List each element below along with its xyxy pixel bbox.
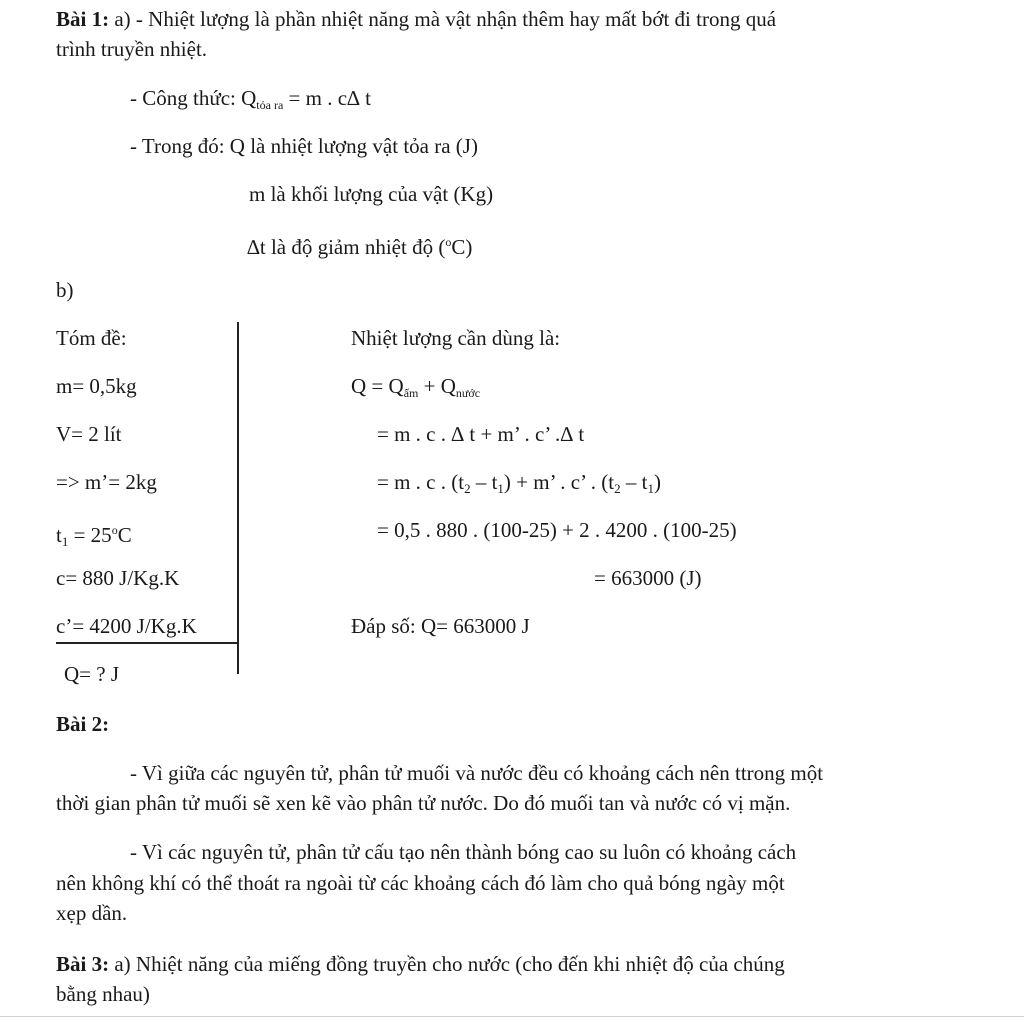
bai3-line2: bằng nhau)	[56, 982, 150, 1006]
solution-heading: Nhiệt lượng cần dùng là:	[351, 326, 561, 350]
bai2-title: Bài 2:	[56, 712, 110, 736]
summary-title: Tóm đề:	[56, 326, 127, 350]
summary-c2: c’= 4200 J/Kg.K	[56, 614, 197, 638]
solution-line-5: = 663000 (J)	[594, 566, 702, 590]
solution-line-1: $Q = Q_{ấm} + Q_{nước}$	[351, 374, 481, 400]
solution-answer: Đáp số: Q= 663000 J	[351, 614, 530, 638]
bai3-line1: Bài 3: a) Nhiệt năng của miếng đồng truyền cho nước (cho đến khi nhiệt độ của chúng	[56, 952, 785, 976]
delta-symbol: ∆	[247, 235, 260, 259]
bai2-p1-line2: thời gian phân tử muối sẽ xen kẽ vào phân tử nước. Do đó muối tan và nước có vị mặn.	[56, 791, 791, 815]
summary-t1: $t_1 = 25^oC$	[56, 523, 132, 549]
summary-m2: => m’= 2kg	[56, 470, 157, 494]
summary-vertical-rule	[237, 322, 239, 674]
bai2-p1-line1: - Vì giữa các nguyên tử, phân tử muối và nước đều có khoảng cách nên ttrong một	[130, 761, 824, 785]
bai1-title: Bài 1:	[56, 7, 110, 31]
where-line: - Trong đó: Q là nhiệt lượng vật tỏa ra (J)	[130, 134, 478, 158]
dt-definition: ∆t là độ giảm nhiệt độ ($^o$C)	[247, 235, 473, 259]
summary-v: V= 2 lít	[56, 422, 122, 446]
summary-q: Q= ? J	[64, 662, 120, 686]
delta-symbol: ∆	[347, 86, 360, 110]
bai1-intro-cont: trình truyền nhiệt.	[56, 37, 208, 61]
summary-c: c= 880 J/Kg.K	[56, 566, 180, 590]
solution-line-4: = 0,5 . 880 . (100-25) + 2 . 4200 . (100-25)	[377, 518, 737, 542]
bai1-part-a-text: a) - Nhiệt lượng là phần nhiệt năng mà vật nhận thêm hay mất bớt đi trong quá	[114, 7, 777, 31]
summary-horizontal-rule	[56, 642, 239, 644]
summary-m: m= 0,5kg	[56, 374, 137, 398]
bai1-intro-line	[56, 5, 776, 33]
bai3-title: Bài 3:	[56, 952, 110, 976]
bai2-p2-line2: nên không khí có thể thoát ra ngoài từ các khoảng cách đó làm cho quả bóng ngày một	[56, 871, 785, 895]
solution-line-3: = m . c . $(t_2 - t_1) + m$’ . c’ . $(t_2 - t_1)$	[377, 470, 661, 496]
delta-symbol: ∆	[451, 422, 465, 446]
delta-symbol: ∆	[560, 422, 574, 446]
page-bottom-border	[0, 1016, 1024, 1017]
part-b-label: b)	[56, 278, 74, 302]
bai2-p2-line1: - Vì các nguyên tử, phân tử cấu tạo nên thành bóng cao su luôn có khoảng cách	[130, 840, 797, 864]
bai2-p2-line3: xẹp dần.	[56, 901, 128, 925]
formula-subscript: tỏa ra	[256, 98, 284, 112]
solution-line-2: = m . c . ∆ t + m’ . c’ .∆ t	[377, 422, 585, 446]
formula-line: - Công thức: $Q_{tỏa ra} = m$ . c∆ t	[130, 86, 371, 112]
m-definition: m là khối lượng của vật (Kg)	[249, 182, 494, 206]
